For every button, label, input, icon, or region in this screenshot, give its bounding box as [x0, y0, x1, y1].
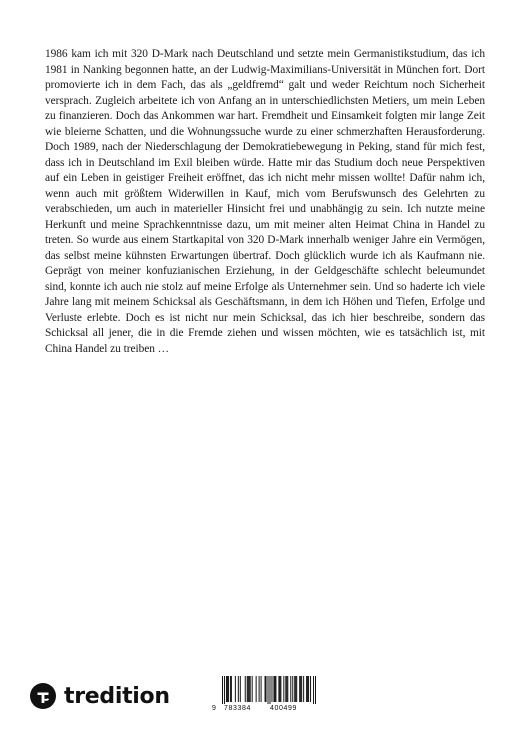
barcode-bar [310, 676, 311, 702]
barcode-bar [265, 676, 266, 702]
barcode-bar [224, 676, 225, 704]
barcode-bar [222, 676, 223, 704]
barcode-bar [283, 676, 284, 702]
barcode-bar [275, 676, 276, 702]
barcode-bar [290, 676, 291, 702]
barcode-bar [287, 676, 288, 702]
barcode-bar [306, 676, 307, 702]
barcode-right-group: 400499 [270, 705, 297, 712]
barcode-bar [286, 676, 287, 702]
barcode-bar [301, 676, 302, 702]
barcode-bar [307, 676, 308, 702]
barcode-bar [245, 676, 246, 702]
barcode-bar [313, 676, 314, 704]
barcode-bar [308, 676, 309, 702]
publisher-logo [30, 681, 170, 711]
barcode-bar [280, 676, 281, 702]
barcode-lead-digit: 9 [212, 705, 216, 712]
barcode-bar [299, 676, 300, 702]
barcode-bar [240, 676, 241, 702]
barcode-bar [278, 676, 279, 702]
barcode-bar [273, 676, 274, 702]
barcode-bar [269, 676, 270, 704]
barcode-bar [271, 676, 272, 702]
barcode-bar [300, 676, 301, 702]
barcode-bar [285, 676, 286, 702]
back-cover-blurb: 1986 kam ich mit 320 D-Mark nach Deutschland und setzte mein Germanistikstudium, das ich 1981 in Nanking begonnen hatte, an der Ludwig-Maximilians-Universität in München fort. Dort promovierte ich in dem Fach, das als „geldfremd“ galt und weder Reichtum noch Sicherheit versprach. Zugleich arbeitete ich von Anfang an in unterschiedlichsten Metiers, um mein Leben zu finanzieren. Doch das Ankommen war hart. Fremdheit und Einsamkeit folgten mir lange Zeit wie bleierne Schatten, und die Wohnungssuche wurde zu einer schmerzhaften Herausforderung. Doch 1989, nach der Niederschlagung der Demokratiebewegung in Peking, stand für mich fest, dass ich in Deutschland im Exil bleiben würde. Hatte mir das Studium doch neue Perspektiven auf ein Leben in geistiger Freiheit eröffnet, das ich nicht mehr missen wollte! Dafür nahm ich, wenn auch mit größtem Widerwillen in Kauf, mich vom Berufswunsch des Gelehrten zu verabschieden, um auch in materieller Hinsicht frei und unabhängig zu sein. Ich nutzte meine Herkunft und meine Sprachkenntnisse dazu, um mit meiner alten Heimat China in Handel zu treten. So wurde aus einem Startkapital von 320 D-Mark innerhalb weniger Jahre ein Vermögen, das selbst meine kühnsten Erwartungen übertraf. Doch glücklich wurde ich als Kaufmann nie. Geprägt von meiner konfuzianischen Erziehung, in der Geldgeschäfte schlecht beleumundet sind, konnte ich auch nie stolz auf meine Erfolge als Unternehmer sein. Und so haderte ich viele Jahre lang mit meinem Schicksal als Geschäftsmann, in dem ich Höhen und Tiefen, Erfolge und Verluste erlebte. Doch es ist nicht nur mein Schicksal, das ich hier beschreibe, sondern das Schicksal all jener, die in die Fremde ziehen und wissen möchten, wie es tatsächlich ist, mit China Handel zu treiben … [45, 48, 485, 355]
barcode-bar [231, 676, 232, 702]
barcode-left-group: 783384 [224, 705, 251, 712]
tredition-logo-icon [30, 683, 56, 709]
barcode-bar [252, 676, 253, 702]
barcode-bar [250, 676, 251, 702]
barcode-bar [238, 676, 239, 702]
barcode-bar [296, 676, 297, 702]
barcode-digits [212, 705, 316, 713]
barcode-bar [227, 676, 228, 702]
barcode-bar [268, 676, 269, 704]
barcode-bar [266, 676, 267, 702]
barcode-bar [315, 676, 316, 704]
barcode-bar [274, 676, 275, 702]
barcode-bar [230, 676, 231, 702]
barcode-bar [295, 676, 296, 702]
barcode-bar [247, 676, 248, 702]
barcode-bar [303, 676, 304, 702]
barcode-bar [226, 676, 227, 702]
isbn-barcode [212, 676, 316, 712]
barcode-bar [248, 676, 249, 702]
barcode-bar [235, 676, 236, 702]
barcode-bar [261, 676, 262, 702]
barcode-bar [259, 676, 260, 702]
barcode-bar [292, 676, 293, 702]
barcode-bar [294, 676, 295, 702]
barcode-bars [212, 676, 316, 704]
barcode-bar [279, 676, 280, 702]
barcode-bar [228, 676, 229, 702]
barcode-bar [249, 676, 250, 702]
publisher-name: tredition [64, 683, 170, 709]
barcode-bar [256, 676, 257, 702]
